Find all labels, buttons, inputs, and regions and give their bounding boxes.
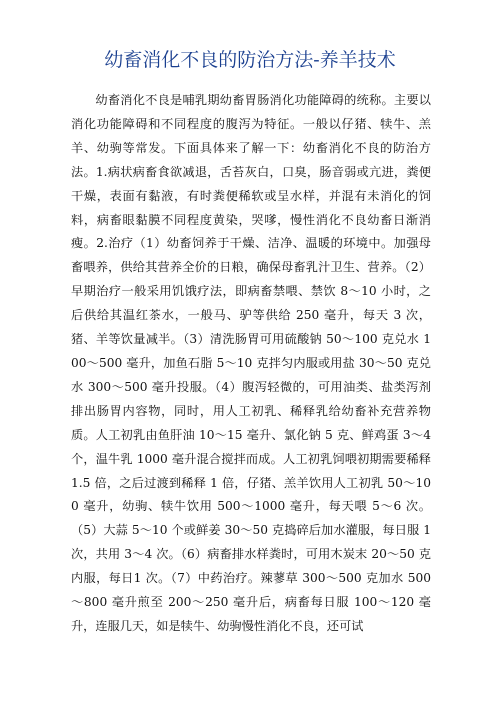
document-title: 幼畜消化不良的防治方法-养羊技术 — [104, 49, 396, 71]
document-body-paragraph: 幼畜消化不良是哺乳期幼畜胃肠消化功能障碍的统称。主要以消化功能障碍和不同程度的腹泻为特征。一般以仔猪、犊牛、羔羊、幼驹等常发。下面具体来了解一下：幼畜消化不良的防治方法。1.病状病畜食欲减退，舌苔灰白，口臭，肠音弱或亢进，粪便干燥，表面有黏液，有时粪便稀软或呈水样，并混有未消化的饲料，病畜眼黏膜不同程度黄染，哭嗲，慢性消化不良幼畜日渐消瘦。2.治疗（1）幼畜饲养于干燥、洁净、温暖的环境中。加强母畜喂养，供给其营养全价的日粮，确保母畜乳汁卫生、营养。（2）早期治疗一般采用饥饿疗法，即病畜禁喂、禁饮 8～10 小时，之后供给其温红茶水，一般马、驴等供给 250 毫升，每天 3 次，猪、羊等饮量减半。（3）清洗肠胃可用硫酸钠 50～100 克兑水 100～500 毫升，加鱼石脂 5～10 克拌匀内服或用盐 30～50 克兑水 300～500 毫升投服。（4）腹泻轻微的，可用油类、盐类泻剂排出肠胃内容物，同时，用人工初乳、稀释乳给幼畜补充营养物质。人工初乳由鱼肝油 10～15 毫升、氯化钠 5 克、鲜鸡蛋 3～4 个，温牛乳 1000 毫升混合搅拌而成。人工初乳饲喂初期需要稀释 1.5 倍，之后过渡到稀释 1 倍，仔猪、羔羊饮用人工初乳 50～100 毫升，幼驹、犊牛饮用 500～1000 毫升，每天喂 5～6 次。（5）大蒜 5～10 个或鲜姜 30～50 克捣碎后加水灌服，每日服 1 次，共用 3～4 次。（6）病畜排水样粪时，可用木炭末 20～50 克内服，每日1 次。（7）中药治疗。辣蓼草 300～500 克加水 500～800 毫升煎至 200～250 毫升后，病畜每日服 100～120 毫升，连服几天，如是犊牛、幼驹慢性消化不良，还可试 — [71, 93, 431, 633]
